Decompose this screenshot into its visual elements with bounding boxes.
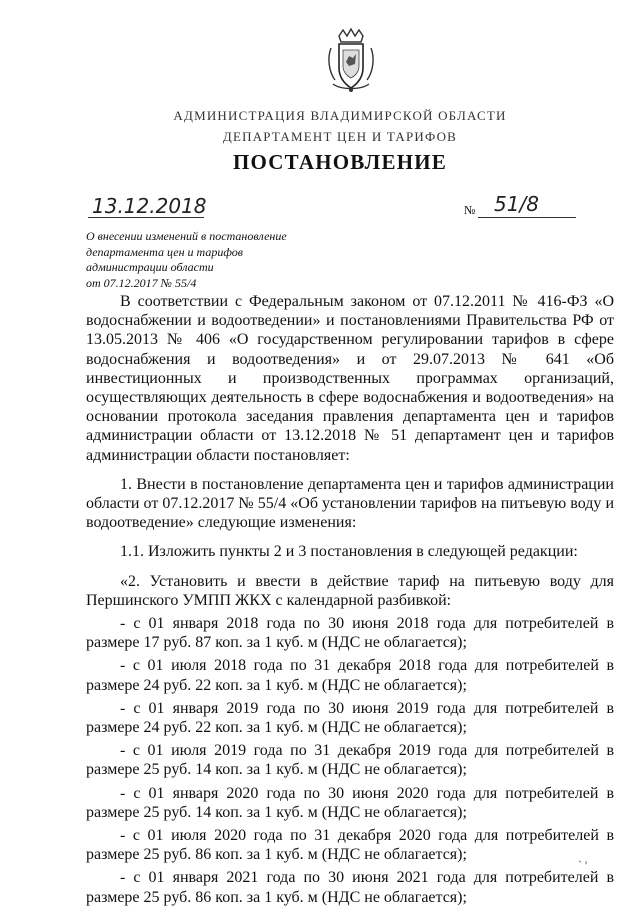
item-1-paragraph: 1. Внести в постановление департамента цен и тарифов администрации области от 07.12.2017 № 55/4 «Об установлении тарифов на питьевую воду и водоотведение» следующие изменения: [86, 475, 614, 532]
tariff-paragraph: - с 01 июля 2019 года по 31 декабря 2019 года для потребителей в размере 25 руб. 14 коп. за 1 куб. м (НДС не облагается); [86, 742, 614, 779]
tariff-paragraph: - с 01 июля 2020 года по 31 декабря 2020 года для потребителей в размере 25 руб. 86 коп. за 1 куб. м (НДС не облагается); [86, 827, 614, 864]
item-2-intro-paragraph: «2. Установить и ввести в действие тариф на питьевую воду для Першинского УМПП ЖКХ с календарной разбивкой: [86, 572, 614, 609]
page-corner-mark: ` ' [578, 858, 588, 872]
document-body [86, 292, 614, 907]
subject-block [86, 229, 346, 291]
subject-line: администрации области [86, 260, 214, 274]
preamble-paragraph: В соответствии с Федеральным законом от 07.12.2011 № 416-ФЗ «О водоснабжении и водоотведении» и постановлениями Правительства РФ от 13.05.2013 № 406 «О государственном регулировании тарифов в сфере водоснабжения и водоотведения» и от 29.07.2013 № 641 «Об инвестиционных и производственных программах организаций, осуществляющих деятельность в сфере водоснабжения и водоотведения» на основании протокола заседания правления департамента цен и тарифов администрации области от 13.12.2018 № 51 департамент цен и тарифов администрации области постановляет: [86, 293, 614, 464]
number-underline [478, 217, 576, 218]
item-1-1-paragraph: 1.1. Изложить пункты 2 и 3 постановления в следующей редакции: [120, 543, 578, 561]
document-number: 51/8 [494, 192, 539, 216]
tariff-paragraph: - с 01 января 2019 года по 30 июня 2019 года для потребителей в размере 24 руб. 22 коп. за 1 куб. м (НДС не облагается); [86, 699, 614, 737]
tariff-paragraph: - с 01 июля 2018 года по 31 декабря 2018 года для потребителей в размере 24 руб. 22 коп. за 1 куб. м (НДС не облагается); [86, 657, 614, 694]
header-department: ДЕПАРТАМЕНТ ЦЕН И ТАРИФОВ [222, 129, 458, 144]
subject-line: от 07.12.2017 № 55/4 [86, 275, 197, 290]
tariff-paragraph: - с 01 января 2018 года по 30 июня 2018 года для потребителей в размере 17 руб. 87 коп. за 1 куб. м (НДС не облагается); [86, 615, 614, 652]
document-date: 13.12.2018 [92, 194, 207, 218]
document-type-title: ПОСТАНОВЛЕНИЕ [232, 150, 448, 174]
header-organization: АДМИНИСТРАЦИЯ ВЛАДИМИРСКОЙ ОБЛАСТИ [173, 108, 507, 123]
tariff-paragraph: - с 01 января 2020 года по 30 июня 2020 года для потребителей в размере 25 руб. 14 коп. за 1 куб. м (НДС не облагается); [86, 784, 614, 821]
coat-of-arms-emblem [325, 28, 377, 94]
date-underline [88, 217, 204, 218]
number-sign: № [464, 203, 476, 217]
subject-line: О внесении изменений в постановление [86, 229, 287, 243]
tariff-paragraph: - с 01 января 2021 года по 30 июня 2021 года для потребителей в размере 25 руб. 86 коп. за 1 куб. м (НДС не облагается); [86, 869, 614, 906]
subject-line: департамента цен и тарифов [86, 244, 243, 259]
